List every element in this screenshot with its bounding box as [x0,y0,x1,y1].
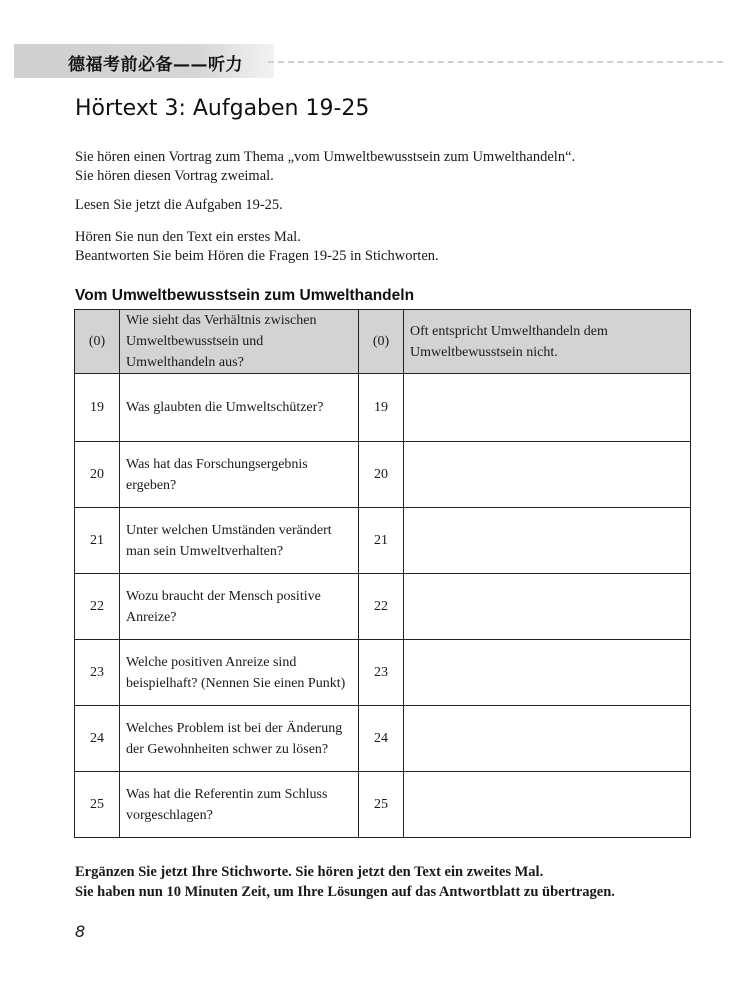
header-dashed-rule [268,61,723,63]
table-row [75,574,691,640]
closing-instructions [75,862,615,902]
example-answer: Oft entspricht Umwelthandeln dem Umweltbewusstsein nicht. [404,310,691,374]
page-number: 8 [75,922,86,941]
example-question: Wie sieht das Verhältnis zwischen Umweltbewusstsein und Umwelthandeln aus? [120,310,359,374]
answer-number: 25 [359,772,404,838]
table-row [75,706,691,772]
question-text: Was glaubten die Umweltschützer? [120,374,359,442]
section-subtitle: Vom Umweltbewusstsein zum Umwelthandeln [75,287,415,304]
closing-line-2: Sie haben nun 10 Minuten Zeit, um Ihre Lösungen auf das Antwortblatt zu übertragen. [75,884,615,900]
table-row [75,374,691,442]
question-number: 20 [75,442,120,508]
example-row [75,310,691,374]
question-number: 24 [75,706,120,772]
answer-number: 24 [359,706,404,772]
example-answer-number: (0) [359,310,404,374]
question-text: Welches Problem ist bei der Änderung der Gewohnheiten schwer zu lösen? [120,706,359,772]
listen-instruction [75,228,439,266]
intro-paragraph [75,148,575,186]
question-text: Wozu braucht der Mensch positive Anreize? [120,574,359,640]
closing-line-1: Ergänzen Sie jetzt Ihre Stichworte. Sie hören jetzt den Text ein zweites Mal. [75,864,544,880]
answer-field[interactable] [404,706,691,772]
question-text: Was hat das Forschungsergebnis ergeben? [120,442,359,508]
intro-line-1: Sie hören einen Vortrag zum Thema „vom Umweltbewusstsein zum Umwelthandeln“. [75,149,576,165]
table-row [75,442,691,508]
question-table [74,309,691,838]
question-text: Was hat die Referentin zum Schluss vorgeschlagen? [120,772,359,838]
answer-field[interactable] [404,772,691,838]
answer-field[interactable] [404,508,691,574]
listen-line-2: Beantworten Sie beim Hören die Fragen 19-25 in Stichworten. [75,248,439,264]
answer-field[interactable] [404,442,691,508]
question-number: 22 [75,574,120,640]
listen-line-1: Hören Sie nun den Text ein erstes Mal. [75,229,301,245]
question-text: Welche positiven Anreize sind beispielhaft? (Nennen Sie einen Punkt) [120,640,359,706]
question-number: 19 [75,374,120,442]
answer-field[interactable] [404,374,691,442]
question-number: 25 [75,772,120,838]
table-row [75,640,691,706]
page-title: Hörtext 3: Aufgaben 19-25 [75,96,370,121]
question-text: Unter welchen Umständen verändert man sein Umweltverhalten? [120,508,359,574]
read-instruction: Lesen Sie jetzt die Aufgaben 19-25. [75,197,283,213]
answer-field[interactable] [404,640,691,706]
intro-line-2: Sie hören diesen Vortrag zweimal. [75,168,274,184]
question-number: 23 [75,640,120,706]
answer-field[interactable] [404,574,691,640]
question-number: 21 [75,508,120,574]
running-header: 德福考前必备——听力 [68,55,243,75]
table-row [75,508,691,574]
example-number: (0) [75,310,120,374]
table-row [75,772,691,838]
answer-number: 19 [359,374,404,442]
answer-number: 23 [359,640,404,706]
answer-number: 20 [359,442,404,508]
answer-number: 22 [359,574,404,640]
answer-number: 21 [359,508,404,574]
